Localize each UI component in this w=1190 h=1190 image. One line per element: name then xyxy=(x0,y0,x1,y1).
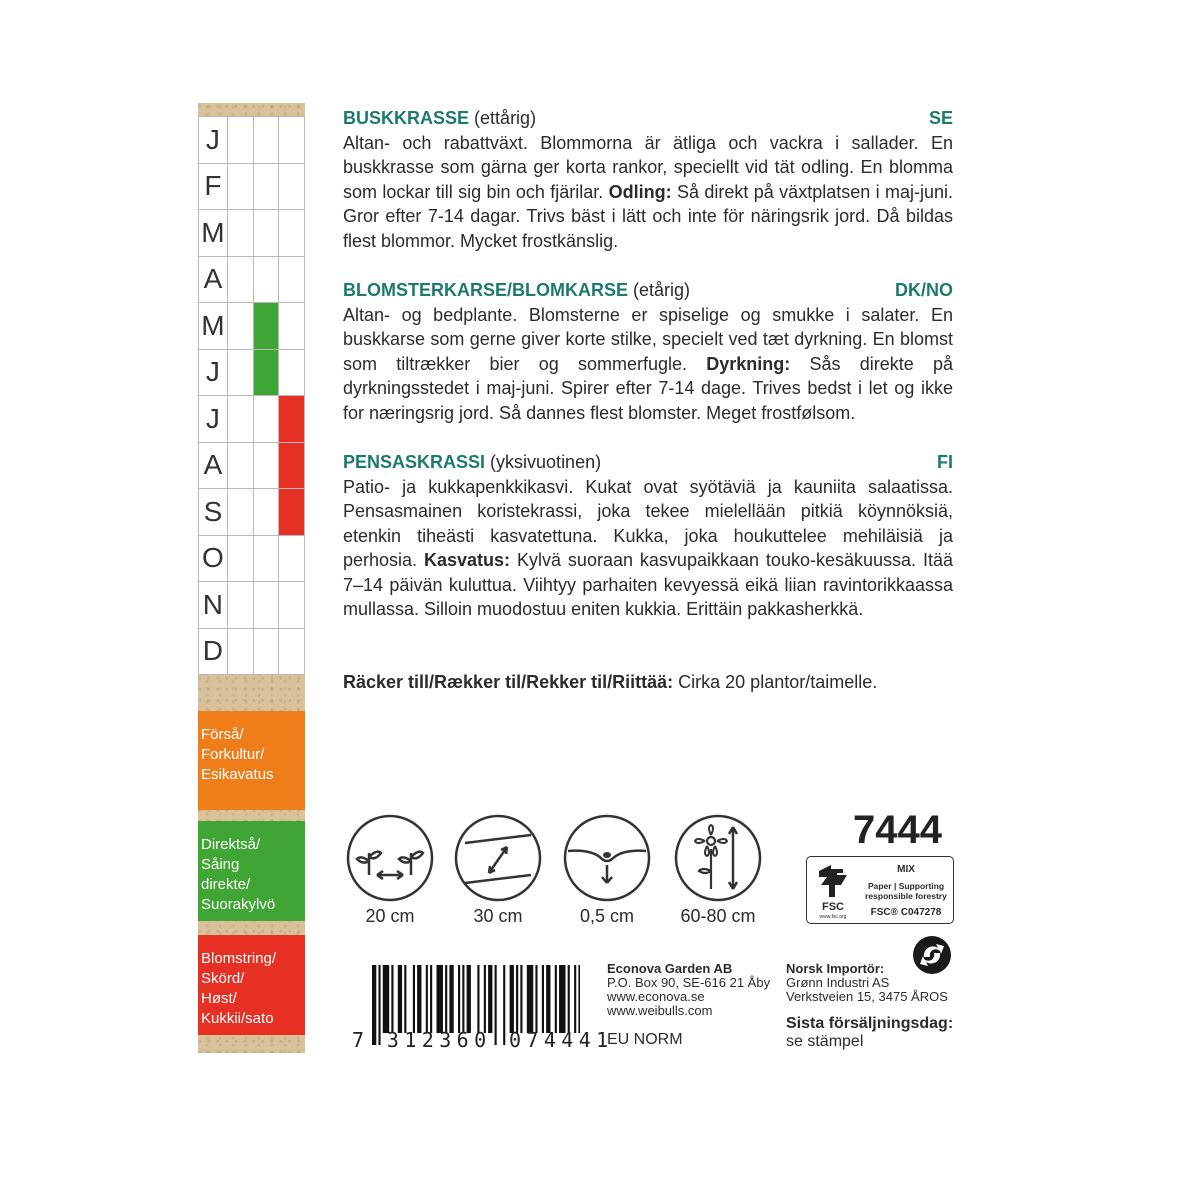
calendar-cell-presow xyxy=(227,303,253,350)
calendar-cell-bloom xyxy=(279,442,305,489)
plant-height-label: 60-80 cm xyxy=(680,906,756,926)
calendar-cell-presow xyxy=(227,535,253,582)
calendar-cell-presow xyxy=(227,582,253,629)
calendar-cell-direct xyxy=(253,256,279,303)
calendar-cell-bloom xyxy=(279,256,305,303)
calendar-cell-bloom xyxy=(279,163,305,210)
calendar-cell-direct xyxy=(253,163,279,210)
language-code: DK/NO xyxy=(895,280,953,300)
barcode-bar xyxy=(391,965,393,1033)
calendar-row xyxy=(199,303,305,350)
barcode-bar xyxy=(535,965,537,1033)
calendar-cell-bloom xyxy=(279,117,305,164)
barcode-bar xyxy=(542,965,544,1033)
barcode-bar xyxy=(430,965,432,1033)
barcode-bar xyxy=(546,965,550,1033)
section-body: Altan- og bedplante. Blomsterne er spiselige og smukke i salater. En buskkarse som gerne giver korte stilke, specielt ved tæt dyrkning. En blomst som tiltrækker bier og sommerfugle. Dyrkning: Sås direkte på dyrkningsstedet i maj-juni. Spirer efter 7-14 dage. Trives bedst i let og ikke for næringsrig jord. Så dannes flest blomster. Meget frostfølsom. xyxy=(343,304,953,423)
month-label: A xyxy=(199,256,228,303)
row-spacing-label: 30 cm xyxy=(473,906,523,926)
calendar-cell-bloom xyxy=(279,349,305,396)
calendar-cell-direct xyxy=(253,349,279,396)
month-label: J xyxy=(199,117,228,164)
month-label: M xyxy=(199,303,228,350)
calendar-row xyxy=(199,163,305,210)
calendar-row xyxy=(199,256,305,303)
month-label: O xyxy=(199,535,228,582)
section-qualifier: (yksivuotinen) xyxy=(490,452,602,472)
eu-norm: EU NORM xyxy=(607,1031,683,1048)
calendar-cell-presow xyxy=(227,210,253,257)
fsc-label: FSC www.fsc.org MIX Paper | Supporting responsible forestry FSC® C047278 xyxy=(806,856,954,924)
barcode-bar xyxy=(568,965,570,1033)
calendar-cell-direct xyxy=(253,535,279,582)
calendar-row xyxy=(199,582,305,629)
barcode-bar xyxy=(413,965,415,1033)
barcode-bar xyxy=(383,965,389,1033)
barcode-bar xyxy=(484,965,486,1033)
calendar-cell-direct xyxy=(253,582,279,629)
calendar-cell-bloom xyxy=(279,535,305,582)
barcode-bar xyxy=(574,965,576,1033)
calendar-cell-direct xyxy=(253,303,279,350)
row-spacing-icon xyxy=(453,813,543,903)
calendar-cell-presow xyxy=(227,117,253,164)
calendar-cell-presow xyxy=(227,442,253,489)
legend-bloom: Blomstring/ Skörd/ Høst/ Kukkii/sato xyxy=(198,935,305,1035)
calendar-row xyxy=(199,210,305,257)
barcode-bar xyxy=(578,965,580,1033)
barcode-bar xyxy=(477,965,479,1033)
calendar-row xyxy=(199,442,305,489)
yield-value: Cirka 20 plantor/taimelle. xyxy=(678,672,878,692)
barcode-bar xyxy=(449,965,453,1033)
month-label: F xyxy=(199,163,228,210)
calendar-cell-direct xyxy=(253,396,279,443)
barcode-number: 7 312360 074441 xyxy=(352,1028,614,1052)
section-title: BLOMSTERKARSE/BLOMKARSE xyxy=(343,280,629,300)
month-label: M xyxy=(199,210,228,257)
section-qualifier: (ettårig) xyxy=(474,108,537,128)
calendar-row xyxy=(199,396,305,443)
calendar-cell-direct xyxy=(253,117,279,164)
barcode-bar xyxy=(520,965,522,1033)
calendar-row xyxy=(199,349,305,396)
calendar-cell-bloom xyxy=(279,396,305,443)
language-code: SE xyxy=(928,108,953,128)
calendar-cell-direct xyxy=(253,210,279,257)
calendar-row xyxy=(199,535,305,582)
calendar-cell-direct xyxy=(253,489,279,536)
calendar-cell-presow xyxy=(227,396,253,443)
barcode-bar xyxy=(559,965,565,1033)
calendar-cell-bloom xyxy=(279,489,305,536)
barcode-bar xyxy=(467,965,471,1033)
month-label: J xyxy=(199,396,228,443)
calendar-cell-bloom xyxy=(279,628,305,675)
calendar-row xyxy=(199,489,305,536)
barcode-bar xyxy=(555,965,557,1033)
calendar-cell-bloom xyxy=(279,210,305,257)
month-label: A xyxy=(199,442,228,489)
calendar-cell-presow xyxy=(227,349,253,396)
barcode-bar xyxy=(462,965,464,1033)
section-fi xyxy=(343,450,953,622)
calendar-cell-direct xyxy=(253,442,279,489)
sell-by-note: Sista försäljningsdag: se stämpel xyxy=(786,1015,954,1050)
section-qualifier: (etårig) xyxy=(633,280,691,300)
calendar-cell-presow xyxy=(227,256,253,303)
section-body: Patio- ja kukkapenkkikasvi. Kukat ovat syötäviä ja kauniita salaatissa. Pensasmainen koristekrassi, joka tekee mielellään pitkiä köynnöksiä, etenkin tiheästi kasvatettuna. Kukka, joka houkuttelee mehiläisiä ja perhosia. Kasvatus: Kylvä suoraan kasvupaikkaan touko-kesäkuussa. Itää 7–14 päivän kuluttua. Viihtyy parhaiten kevyessä eikä liian ravintorikkaassa mullassa. Silloin muodostuu eniten kukkia. Erittäin pakkasherkkä. xyxy=(343,476,953,619)
month-label: J xyxy=(199,349,228,396)
barcode-bar xyxy=(510,965,514,1033)
plant-spacing-label: 20 cm xyxy=(365,906,415,926)
article-number: 7444 xyxy=(853,808,942,852)
plant-height-icon xyxy=(673,813,763,903)
section-dk-no xyxy=(343,278,953,425)
language-code: FI xyxy=(937,452,953,472)
barcode-bar xyxy=(445,965,447,1033)
yield-line xyxy=(343,672,877,693)
section-title: PENSASKRASSI xyxy=(343,452,486,472)
barcode-bar xyxy=(516,965,518,1033)
barcode-bar xyxy=(437,965,443,1033)
legend-direct-sow: Direktså/ Såing direkte/ Suorakylvö xyxy=(198,821,305,921)
calendar-cell-presow xyxy=(227,163,253,210)
barcode-bar xyxy=(417,965,421,1033)
calendar-row xyxy=(199,117,305,164)
sowing-depth-label: 0,5 cm xyxy=(579,906,635,926)
month-label: D xyxy=(199,628,228,675)
legend-presow: Förså/ Forkultur/ Esikavatus xyxy=(198,711,305,810)
calendar-cell-bloom xyxy=(279,303,305,350)
calendar-cell-bloom xyxy=(279,582,305,629)
barcode-bar xyxy=(398,965,402,1033)
barcode-bar xyxy=(458,965,460,1033)
section-body: Altan- och rabattväxt. Blommorna är ätliga och vackra i sallader. En buskkrasse som gärna ger korta rankor, speciellt vid tät odling. En blomma som lockar till sig bin och fjärilar. Odling: Så direkt på växtplatsen i maj-juni. Gror efter 7-14 dagar. Trivs bäst i lätt och inte för näringsrik jord. Då bildas flest blommor. Mycket frostkänslig. xyxy=(343,132,953,251)
plant-spacing-icon xyxy=(345,813,435,903)
month-label: N xyxy=(199,582,228,629)
barcode-bar xyxy=(426,965,428,1033)
yield-label: Räcker till/Rækker til/Rekker til/Riittää: xyxy=(343,672,674,692)
sowing-depth-icon xyxy=(562,813,652,903)
month-label: S xyxy=(199,489,228,536)
company-address: Econova Garden AB P.O. Box 90, SE-616 21 Åby www.econova.se www.weibulls.com xyxy=(607,961,771,1018)
calendar-cell-presow xyxy=(227,489,253,536)
section-title: BUSKKRASSE xyxy=(343,108,470,128)
barcode-bar xyxy=(527,965,533,1033)
sowing-calendar xyxy=(198,103,305,1053)
month-grid xyxy=(198,116,305,675)
calendar-cell-direct xyxy=(253,628,279,675)
barcode-bar xyxy=(404,965,406,1033)
barcode-bar xyxy=(488,965,492,1033)
section-se xyxy=(343,106,953,253)
calendar-row xyxy=(199,628,305,675)
importer-address: Norsk Importör: Grønn Industri AS Verkstveien 15, 3475 ÅROS xyxy=(786,961,948,1004)
calendar-cell-presow xyxy=(227,628,253,675)
